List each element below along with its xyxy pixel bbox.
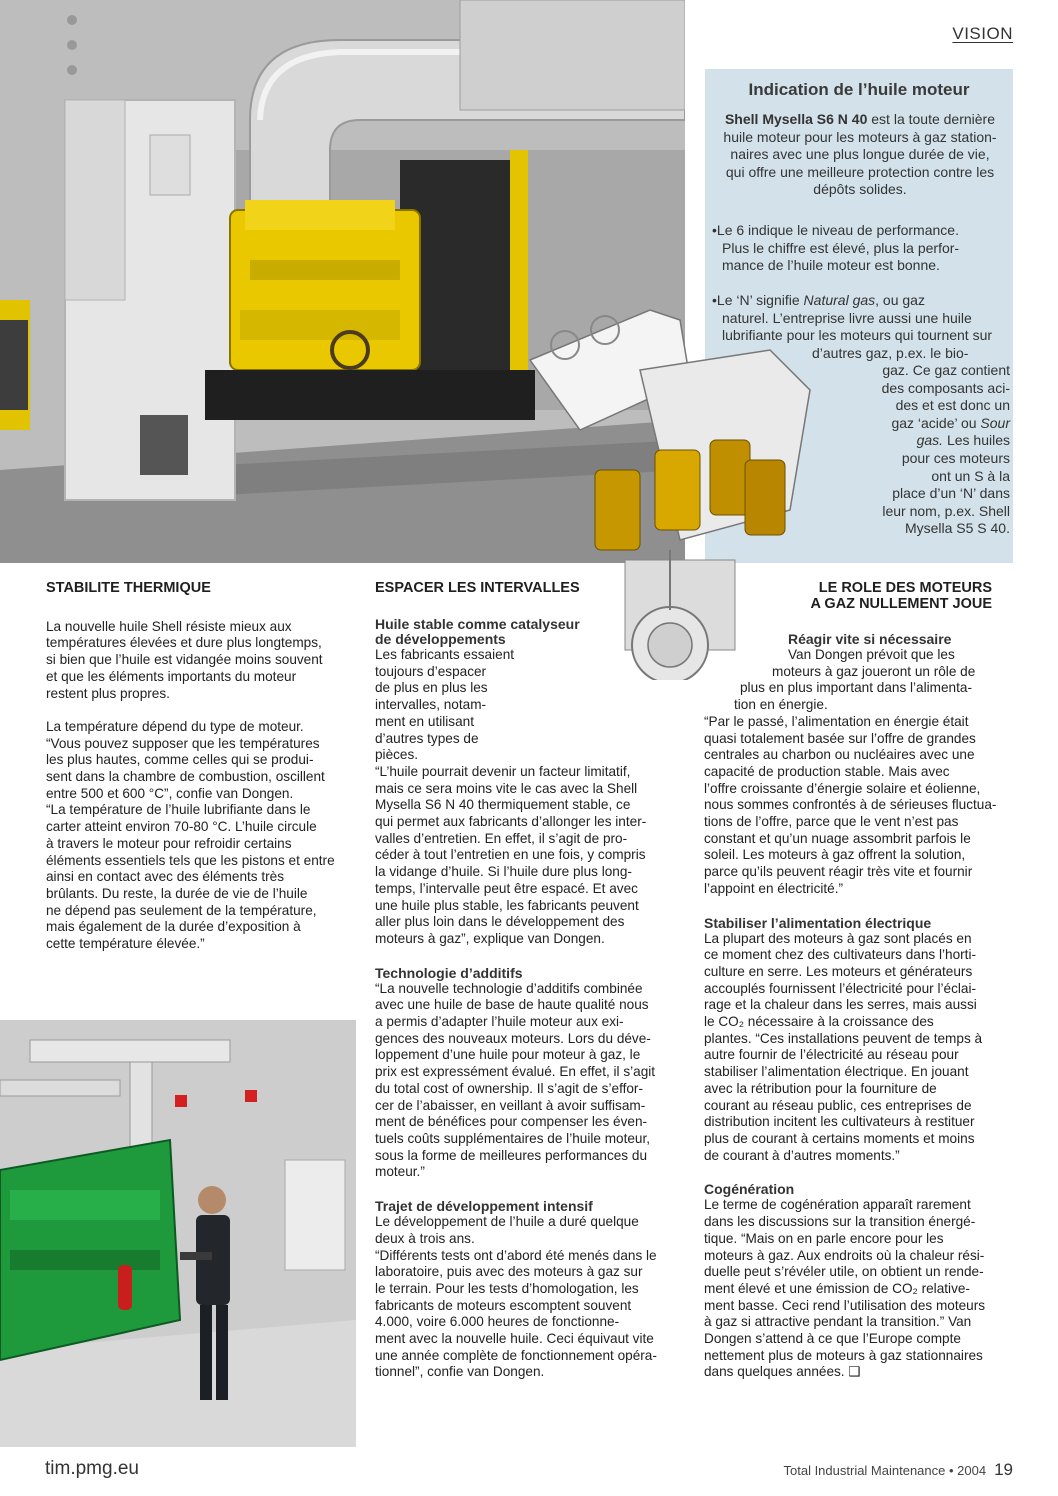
text-line: d’autres types de [375, 730, 479, 746]
subheading: Cogénération [704, 1181, 795, 1198]
bullet-line: •Le 6 indique le niveau de performance. [712, 222, 959, 238]
text-line: Dongen s’attend à ce que l’Europe compte [704, 1331, 961, 1347]
bullet-italic: Sour [980, 414, 1010, 431]
heading-line: A GAZ NULLEMENT JOUE [810, 596, 992, 612]
page-number: 19 [994, 1460, 1013, 1479]
text-line: dans quelques années. ❑ [704, 1364, 861, 1380]
section-heading: ESPACER LES INTERVALLES [375, 580, 580, 596]
column-2 [375, 580, 695, 1381]
text-line: qui permet aux fabricants d’allonger les inter- [375, 814, 647, 830]
bullet-line: leur nom, p.ex. Shell [882, 502, 1010, 519]
text-line: “Par le passé, l’alimentation en énergie était [704, 713, 969, 729]
text-line: a permis d’adapter l’huile moteur aux exi- [375, 1014, 624, 1030]
text-line: moteur.” [375, 1164, 425, 1180]
paragraph [46, 619, 356, 703]
text-line: du total cost of ownership. Il s’agit de s’effor- [375, 1080, 643, 1096]
text-line: plus en plus important dans l’alimenta- [740, 680, 972, 696]
text-line: temps, l’intervalle peut être espacé. Et avec [375, 880, 638, 896]
text-line: mais ce sera moins vite le cas avec la Shell [375, 780, 638, 796]
text-line: l’offre croissante d’énergie solaire et éolienne, [704, 780, 981, 796]
text-line: valles d’entretien. En effet, il s’agit de pro- [375, 830, 628, 846]
text-line: aller plus loin dans le développement des [375, 914, 625, 930]
text-line: plantes. “Ces installations peuvent de temps à [704, 1030, 983, 1046]
text-line: tion en énergie. [734, 697, 828, 713]
text-line: centrales au charbon ou nucléaires avec une [704, 747, 975, 763]
text-line: de plus en plus les [375, 680, 488, 696]
bullet-italic: Natural gas [803, 292, 876, 308]
paragraph [375, 647, 695, 948]
text-line: à gaz si attractive pendant la transition.” Van [704, 1314, 972, 1330]
bullet-line: naturel. L’entreprise livre aussi une huile [722, 309, 972, 326]
text-line: dans les discussions sur la transition énergé- [704, 1214, 976, 1230]
text-line: ment de bénéfices pour compenser les éven- [375, 1114, 648, 1130]
text-line: fabricants de moteurs escomptent souvent [375, 1297, 632, 1313]
text-line: l’appoint en électricité.” [704, 880, 844, 896]
text-line: “Vous pouvez supposer que les températures [46, 735, 320, 751]
text-line: culture en serre. Les moteurs et générateurs [704, 963, 973, 979]
paragraph [46, 719, 356, 953]
text-line: de courant à d’autres moments.” [704, 1147, 900, 1163]
intro-line: huile moteur pour les moteurs à gaz station- [723, 128, 997, 145]
info-box-intro [712, 111, 1008, 199]
text-line: “L’huile pourrait devenir un facteur limitatif, [375, 763, 631, 779]
text-line: 4.000, voire 6.000 heures de fonctionne- [375, 1314, 620, 1330]
text-line: moteurs à gaz. Aux endroits où la chaleur rési- [704, 1247, 985, 1263]
text-line: ment en utilisant [375, 713, 474, 729]
text-line: ment élevé et une émission de CO₂ relative- [704, 1280, 970, 1296]
text-line: une huile plus stable, les fabricants peuvent [375, 897, 639, 913]
publication-name: Total Industrial Maintenance • 2004 [783, 1463, 987, 1478]
bullet-line: des et est donc un [895, 397, 1010, 414]
text-line: tionnel”, confie van Dongen. [375, 1364, 545, 1380]
text-line: ment avec la nouvelle huile. Ceci équivaut vite [375, 1331, 654, 1347]
text-line: plus de courant à certains moments et moins [704, 1130, 975, 1146]
bullet-line: des composants aci- [881, 379, 1010, 396]
text-line: deux à trois ans. [375, 1230, 475, 1246]
text-line: le CO₂ nécessaire à la croissance des [704, 1014, 934, 1030]
text-line: pièces. [375, 747, 419, 763]
info-bullet-2 [712, 292, 1008, 362]
text-line: rage et la chaleur dans les serres, mais aussi [704, 997, 977, 1013]
text-line: températures élevées et dure plus longtemps, [46, 635, 322, 651]
info-bullet-2-wrap [810, 362, 1010, 538]
subheading-line: Huile stable comme catalyseur [375, 616, 580, 632]
subheading: Technologie d’additifs [375, 964, 523, 981]
technician-illustration [0, 1020, 356, 1447]
text-line: la vidange d’huile. Si l’huile dure plus long- [375, 864, 632, 880]
text-line: brûlants. Du reste, la durée de vie de l’huile [46, 885, 308, 901]
text-line: ment basse. Ceci rend l’utilisation des moteurs [704, 1297, 986, 1313]
text-line: prix est expressément évalué. En effet, il s’agit [375, 1064, 656, 1080]
subheading-line: de développements [375, 631, 506, 647]
text-line: stabiliser l’alimentation électrique. En jouant [704, 1064, 969, 1080]
text-line: constant et qu’un nuage assombrit parfois le [704, 830, 971, 846]
text-line: distribution incitent les cultivateurs à restituer [704, 1114, 975, 1130]
text-line: capacité de production stable. Mais avec [704, 763, 950, 779]
text-line: Van Dongen prévoit que les [788, 647, 955, 662]
text-line: “Différents tests ont d’abord été menés dans le [375, 1247, 657, 1263]
text-line: laboratoire, puis avec des moteurs à gaz sur [375, 1264, 643, 1280]
bullet-line: , ou gaz [875, 292, 925, 308]
text-line: entre 500 et 600 °C”, confie van Dongen. [46, 785, 294, 801]
text-line: à travers le moteur pour refroidir certains [46, 835, 292, 851]
text-line: moteurs à gaz”, explique van Dongen. [375, 930, 605, 946]
bullet-line: Plus le chiffre est élevé, plus la perfor- [722, 239, 960, 256]
text-line: Le terme de cogénération apparaît rarement [704, 1197, 971, 1213]
text-line: gences des nouveaux moteurs. Lors du déve- [375, 1030, 651, 1046]
bullet-line: ont un S à la [931, 467, 1010, 484]
text-line: tuels coûts supplémentaires de l’huile moteur, [375, 1130, 651, 1146]
text-line: et que les éléments importants du moteur [46, 668, 297, 684]
text-line: moteurs à gaz joueront un rôle de [772, 663, 976, 679]
text-line: parce qu’ils peuvent réagir très vite et fournir [704, 864, 973, 880]
text-line: autre fournir de l’électricité au réseau pour [704, 1047, 959, 1063]
text-line: cer de l’abaisser, en veillant à avoir suffisam- [375, 1097, 646, 1113]
section-heading: STABILITE THERMIQUE [46, 580, 211, 596]
footer-url[interactable]: tim.pmg.eu [45, 1458, 139, 1479]
text-line: Le développement de l’huile a duré quelque [375, 1214, 639, 1230]
bullet-line: pour ces moteurs [901, 449, 1010, 466]
text-line: tique. “Mais on en parle encore pour les [704, 1230, 944, 1246]
text-line: Les fabricants essaient [375, 647, 515, 662]
subheading: Trajet de développement intensif [375, 1198, 593, 1215]
text-line: ainsi en contact avec des éléments très [46, 869, 285, 885]
paragraph [375, 981, 695, 1181]
text-line: une année complète de fonctionnement opéra- [375, 1347, 657, 1363]
text-line: quasi totalement basée sur l’offre de grandes [704, 730, 976, 746]
text-line: “La température de l’huile lubrifiante dans le [46, 802, 311, 818]
text-line: nous sommes confrontés à de sérieuses fluctua- [704, 797, 997, 813]
bullet-line: gaz ‘acide’ ou [891, 414, 981, 431]
paragraph [704, 1197, 1016, 1381]
technician-photo [0, 1020, 356, 1447]
text-line: courant au réseau public, ces entreprises de [704, 1097, 972, 1113]
subheading: Réagir vite si nécessaire [788, 631, 952, 647]
info-box-title: Indication de l’huile moteur [748, 80, 970, 99]
bullet-line: d’autres gaz, p.ex. le bio- [812, 344, 969, 361]
text-line: nettement plus de moteurs à gaz stationnaires [704, 1347, 983, 1363]
bullet-line: Les huiles [943, 432, 1010, 449]
text-line: ce moment chez des cultivateurs dans l’horti- [704, 947, 976, 963]
text-line: avec la rétribution pour la fourniture de [704, 1080, 937, 1096]
text-line: sent dans la chambre de combustion, oscillent [46, 769, 325, 784]
text-line: sous la forme de meilleures performances du [375, 1147, 648, 1163]
text-line: carter atteint environ 70-80 °C. L’huile circule [46, 819, 317, 835]
text-line: soleil. Les moteurs à gaz offrent la solution, [704, 847, 966, 863]
text-line: La température dépend du type de moteur. [46, 718, 304, 734]
section-heading [704, 580, 1016, 612]
text-line: si bien que l’huile est vidangée moins souvent [46, 652, 323, 668]
text-line: loppement d’une huile pour moteur à gaz, le [375, 1047, 641, 1063]
text-line: avec une huile de base de haute qualité nous [375, 997, 649, 1013]
text-line: éléments essentiels tels que les pistons et entre [46, 852, 335, 868]
column-3 [704, 580, 1016, 1381]
bullet-line: Mysella S5 S 40. [904, 520, 1010, 537]
text-line: “La nouvelle technologie d’additifs combinée [375, 980, 643, 996]
text-line: ne dépend pas seulement de la température, [46, 902, 317, 918]
text-line: cette température élevée.” [46, 936, 205, 952]
text-line: restent plus propres. [46, 685, 170, 701]
text-line: duelle peut s’révéler utile, on obtient un rende- [704, 1264, 984, 1280]
subheading [375, 617, 695, 647]
footer-publication [784, 1460, 1014, 1480]
text-line: céder à tout l’entretien en une fois, y compris [375, 847, 646, 863]
intro-line: est la toute dernière [867, 111, 996, 127]
text-line: La plupart des moteurs à gaz sont placés en [704, 930, 972, 946]
paragraph [704, 647, 1016, 898]
product-name: Shell Mysella S6 N 40 [724, 111, 868, 127]
text-line: le terrain. Pour les tests d’homologation, les [375, 1280, 639, 1296]
paragraph [375, 1214, 695, 1381]
bullet-line: •Le ‘N’ signifie [712, 292, 804, 308]
bullet-italic: gas. [916, 432, 944, 449]
info-bullet-1 [712, 222, 1008, 275]
text-line: intervalles, notam- [375, 697, 487, 713]
paragraph [704, 931, 1016, 1165]
subheading: Stabiliser l’alimentation électrique [704, 914, 932, 931]
text-line: mais également de la durée d’exposition à [46, 919, 301, 935]
text-line: les plus hautes, comme celles qui se produi- [46, 752, 314, 768]
bullet-line: mance de l’huile moteur est bonne. [722, 257, 940, 274]
text-line: La nouvelle huile Shell résiste mieux aux [46, 618, 292, 634]
text-line: accouplés fournissent l’électricité pour l’éclai- [704, 980, 977, 996]
text-line: tions de l’offre, parce que le vent n’est pas [704, 814, 959, 830]
intro-line: naires avec une plus longue durée de vie, [730, 146, 990, 163]
intro-line: dépôts solides. [813, 181, 907, 198]
bullet-line: lubrifiante pour les moteurs qui tournent sur [722, 327, 993, 344]
bullet-line: place d’un ‘N’ dans [892, 485, 1010, 502]
heading-line: LE ROLE DES MOTEURS [818, 580, 992, 596]
section-tag: VISION [952, 24, 1013, 43]
text-line: Mysella S6 N 40 thermiquement stable, ce [375, 797, 631, 813]
text-line: toujours d’espacer [375, 663, 487, 679]
bullet-line: gaz. Ce gaz contient [882, 362, 1010, 378]
column-1 [46, 580, 356, 953]
intro-line: qui offre une meilleure protection contre les [725, 163, 995, 180]
